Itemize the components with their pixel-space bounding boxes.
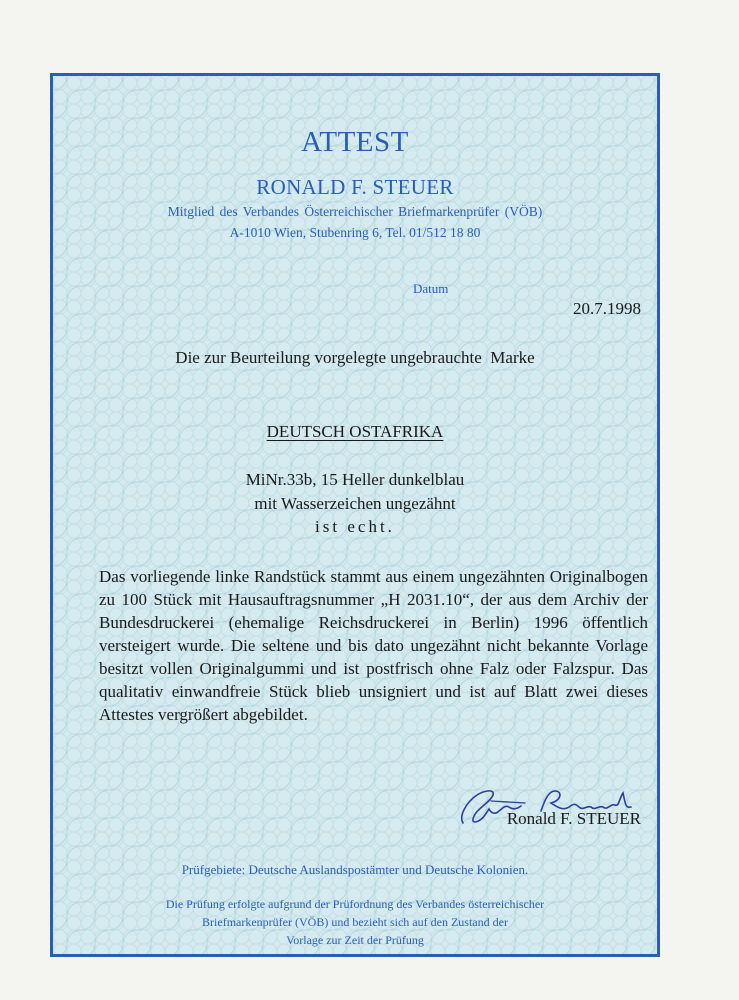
footnote-line1: Die Prüfung erfolgte aufgrund der Prüfordnung des Verbandes österreichischer: [165, 897, 545, 911]
datum-label: Datum: [413, 281, 449, 296]
examiner-address: A-1010 Wien, Stubenring 6, Tel. 01/512 18 80: [229, 225, 481, 240]
signer-name: Ronald F. STEUER: [506, 809, 641, 828]
certificate-title: ATTEST: [301, 126, 409, 158]
examiner-name: RONALD F. STEUER: [256, 175, 454, 199]
certificate: [50, 73, 660, 957]
footnote-line3: Vorlage zur Zeit der Prüfung: [286, 933, 424, 947]
stamp-description-line2: mit Wasserzeichen ungezähnt: [254, 494, 456, 513]
description-paragraph: Das vorliegende linke Randstück stammt aus einem ungezähnten Originalbogen zu 100 Stück mit Hausauftragsnummer „H 2031.10“, der aus dem Archiv der Bundesdruckerei (ehemalige Reichsdruckerei in Berlin) 1996 öffentlich versteigert wurde. Die seltene und bis dato ungezähnt nicht bekannte Vorlage besitzt vollen Originalgummi und ist postfrisch ohne Falz oder Falzspur. Das qualitativ einwandfreie Stück blieb unsigniert und ist auf Blatt zwei dieses Attestes vergrößert abgebildet.: [99, 567, 648, 724]
examiner-membership: Mitglied des Verbandes Österreichischer Briefmarkenprüfer (VÖB): [167, 204, 543, 219]
datum-value: 20.7.1998: [573, 299, 641, 318]
stamp-verdict: ist echt.: [315, 517, 395, 536]
footnote-line2: Briefmarkenprüfer (VÖB) und bezieht sich auf den Zustand der: [202, 915, 508, 929]
intro-text: Die zur Beurteilung vorgelegte ungebrauchte Marke: [175, 348, 535, 367]
stamp-description-line1: MiNr.33b, 15 Heller dunkelblau: [245, 470, 465, 489]
pruefgebiete-line: Prüfgebiete: Deutsche Auslandspostämter und Deutsche Kolonien.: [181, 862, 529, 877]
country-name: DEUTSCH OSTAFRIKA: [266, 422, 444, 441]
